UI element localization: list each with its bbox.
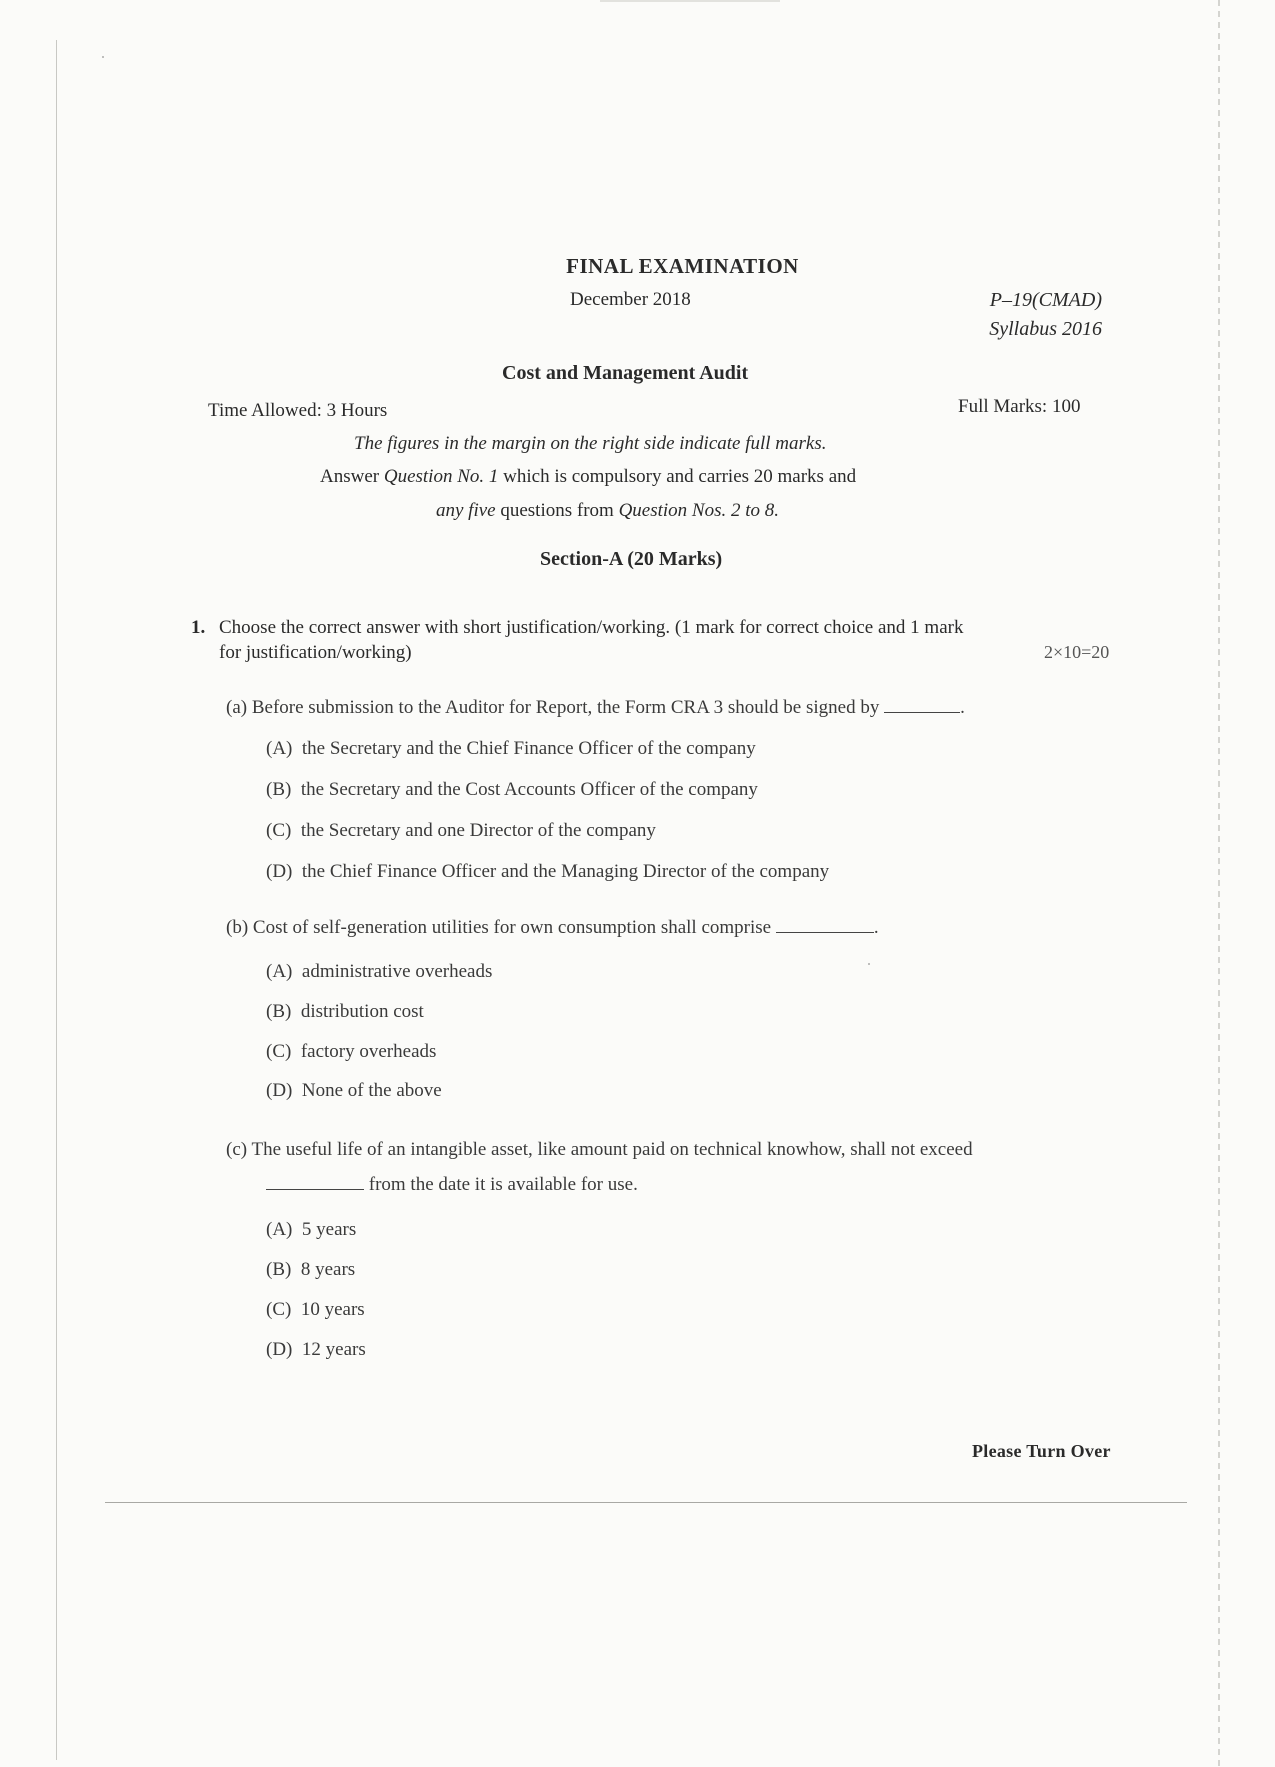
option-label: (C) [266,1299,292,1320]
option [266,861,829,883]
paper-code: P–19(CMAD) [989,289,1102,311]
sub-text: from the date it is available for use. [368,1174,638,1195]
answer-blank [266,1175,364,1190]
question-marks: 2×10=20 [1044,642,1110,662]
option [266,1219,356,1241]
sub-end: . [960,697,965,718]
instruction-text: Answer [320,466,384,487]
option [266,1080,442,1102]
section-title: Section-A (20 Marks) [540,548,723,570]
option-text: distribution cost [300,1001,424,1022]
sub-label: (b) [226,917,249,938]
option [266,1259,355,1281]
option-text: None of the above [301,1080,442,1101]
footer-rule [105,1502,1187,1503]
option-text: administrative overheads [301,961,493,982]
option-label: (D) [266,861,293,882]
option-label: (A) [266,1219,293,1240]
option-text: the Secretary and the Chief Finance Officer of the company [301,738,756,759]
please-turn-over: Please Turn Over [972,1441,1111,1461]
sub-question-c [226,1139,973,1161]
instruction-text: questions from [495,500,619,521]
instruction-emphasis: any five [436,500,496,521]
subject-title: Cost and Management Audit [502,362,749,384]
option-text: factory overheads [300,1041,437,1062]
syllabus: Syllabus 2016 [989,318,1102,340]
sub-text: Cost of self-generation utilities for own consumption shall comprise [252,917,772,938]
option [266,779,758,801]
option [266,820,656,842]
option-text: 12 years [301,1339,366,1360]
scan-speck [868,963,870,965]
option-text: the Chief Finance Officer and the Managing Director of the company [301,861,830,882]
scan-speck [102,56,104,58]
option-text: 10 years [300,1299,365,1320]
instruction-emphasis: Question Nos. 2 to 8. [618,500,780,521]
option [266,738,756,760]
full-marks: Full Marks: 100 [958,396,1081,417]
time-allowed: Time Allowed: 3 Hours [208,400,388,421]
exam-title: FINAL EXAMINATION [566,254,799,278]
option-label: (C) [266,820,292,841]
answer-blank [776,918,874,933]
scan-edge-left [56,40,57,1760]
sub-end: . [873,917,879,938]
option [266,1001,424,1023]
option [266,1339,366,1361]
option [266,1299,365,1321]
option-label: (B) [266,779,292,800]
sub-question-c-continuation [266,1174,638,1196]
sub-text: Before submission to the Auditor for Report, the Form CRA 3 should be signed by [251,697,880,718]
option-text: 5 years [301,1219,357,1240]
option [266,1041,436,1063]
scan-edge-top [600,0,780,2]
instruction-line-3 [436,500,779,522]
option-label: (A) [266,961,293,982]
paper-code-block [972,286,1102,344]
option-text: the Secretary and the Cost Accounts Officer of the company [300,779,758,800]
option-label: (D) [266,1080,293,1101]
option-text: the Secretary and one Director of the company [300,820,656,841]
option-text: 8 years [300,1259,356,1280]
answer-blank [884,698,960,713]
sub-question-a [226,697,965,719]
option-label: (B) [266,1259,292,1280]
question-1 [191,616,963,640]
instruction-emphasis: Question No. 1 [383,466,499,487]
option-label: (A) [266,738,293,759]
instruction-line-2 [320,466,856,488]
question-text: Choose the correct answer with short justification/working. (1 mark for correct choice and 1 mark [219,617,964,638]
option [266,961,492,983]
option-label: (D) [266,1339,293,1360]
sub-question-b [226,917,879,939]
sub-label: (c) [226,1139,248,1160]
option-label: (B) [266,1001,292,1022]
question-1-continuation: for justification/working) [219,642,412,663]
exam-date: December 2018 [570,289,691,310]
question-number: 1. [191,617,206,638]
sub-text: The useful life of an intangible asset, like amount paid on technical knowhow, shall not exceed [251,1139,973,1160]
option-label: (C) [266,1041,292,1062]
sub-label: (a) [226,697,248,718]
instruction-line-1: The figures in the margin on the right side indicate full marks. [354,433,827,454]
instruction-text: which is compulsory and carries 20 marks and [498,466,857,487]
